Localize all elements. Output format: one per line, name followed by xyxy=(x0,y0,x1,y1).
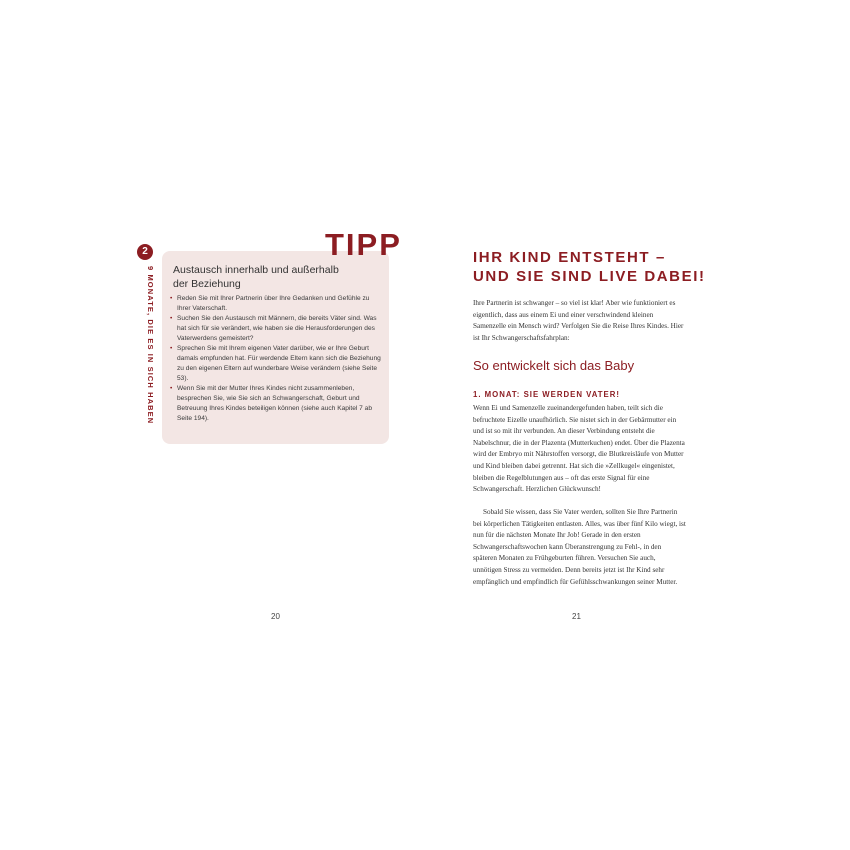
tipp-list-item xyxy=(170,294,382,314)
bullet-icon: • xyxy=(170,315,173,322)
chapter-side-tab xyxy=(137,244,155,425)
tipp-item-text: Sprechen Sie mit Ihrem eigenen Vater darüber, wie er Ihre Geburt damals empfunden hat. Für werdende Eltern kann sich die Beziehung zu den eigenen Eltern auf wunderbare Weise verändern (siehe Seite 53). xyxy=(177,345,381,382)
page-title-line-1: IHR KIND ENTSTEHT – xyxy=(473,249,666,266)
body-paragraph-2: Sobald Sie wissen, dass Sie Vater werden, sollten Sie Ihre Partnerin bei körperlichen Tätigkeiten entlasten. Alles, was über fünf Kilo wiegt, ist nun für die nächsten Monate Ihr Job! Gerade in den ersten Schwangerschaftswochen kann Überanstrengung zu Fehl-, in den späteren Monaten zu Frühgeburten führen. Versuchen Sie auch, unnötigen Stress zu vermeiden. Denn bereits jetzt ist Ihr Kind sehr empfänglich und empfindlich für Gefühlsschwankungen seiner Mutter. xyxy=(473,508,686,586)
page-number-left: 20 xyxy=(271,612,280,621)
body-paragraph-1: Wenn Ei und Samenzelle zueinandergefunden haben, teilt sich die befruchtete Eizelle unaufhörlich. Sie nistet sich in der Gebärmutter ein und ist so mit ihr verbunden. An dieser Verbindung entsteht die Nabelschnur, die in der Plazenta (Mutterkuchen) endet. Über die Plazenta wird der Embryo mit Nährstoffen versorgt, die Blutkreisläufe von Mutter und Kind bleiben dabei getrennt. Hat sich die »Zellkugel« eingenistet, bleiben die Regelblutungen aus – oft das erste Signal für eine Schwangerschaft. Herzlichen Glückwunsch! xyxy=(473,404,685,494)
sub-heading: 1. MONAT: SIE WERDEN VATER! xyxy=(473,390,620,399)
bullet-icon: • xyxy=(170,345,173,352)
tipp-heading: Austausch innerhalb und außerhalb der Beziehung xyxy=(173,264,339,290)
tipp-item-text: Reden Sie mit Ihrer Partnerin über Ihre Gedanken und Gefühle zu Ihrer Vaterschaft. xyxy=(177,295,370,312)
tipp-list-item xyxy=(170,344,382,384)
page-title-line-2: UND SIE SIND LIVE DABEI! xyxy=(473,268,706,285)
tipp-item-text: Wenn Sie mit der Mutter Ihres Kindes nicht zusammenleben, besprechen Sie, wie Sie sich an Schwangerschaft, Geburt und Betreuung Ihres Kindes beteiligen können (siehe auch Kapitel 7 ab Seite 194). xyxy=(177,385,373,422)
tipp-label: TIPP xyxy=(325,227,402,262)
tipp-list-item xyxy=(170,384,382,424)
page-number-right: 21 xyxy=(572,612,581,621)
tipp-list-item xyxy=(170,314,382,344)
bullet-icon: • xyxy=(170,385,173,392)
intro-paragraph: Ihre Partnerin ist schwanger – so viel ist klar! Aber wie funktioniert es eigentlich, dass aus einem Ei und einer verschwindend kleinen Samenzelle ein Mensch wird? Verfolgen Sie die Reise Ihres Kindes. Hier ist Ihr Schwangerschaftsfahrplan: xyxy=(473,299,684,342)
page-title xyxy=(473,248,743,286)
bullet-icon: • xyxy=(170,295,173,302)
tipp-list xyxy=(170,294,382,424)
chapter-number-badge: 2 xyxy=(137,244,153,260)
chapter-title-vertical: 9 MONATE, DIE ES IN SICH HABEN xyxy=(146,266,155,425)
section-heading: So entwickelt sich das Baby xyxy=(473,358,635,373)
tipp-item-text: Suchen Sie den Austausch mit Männern, die bereits Väter sind. Was hat sich für sie verändert, wie haben sie die Herausforderungen des Vaterwerdens gemeistert? xyxy=(177,315,377,342)
